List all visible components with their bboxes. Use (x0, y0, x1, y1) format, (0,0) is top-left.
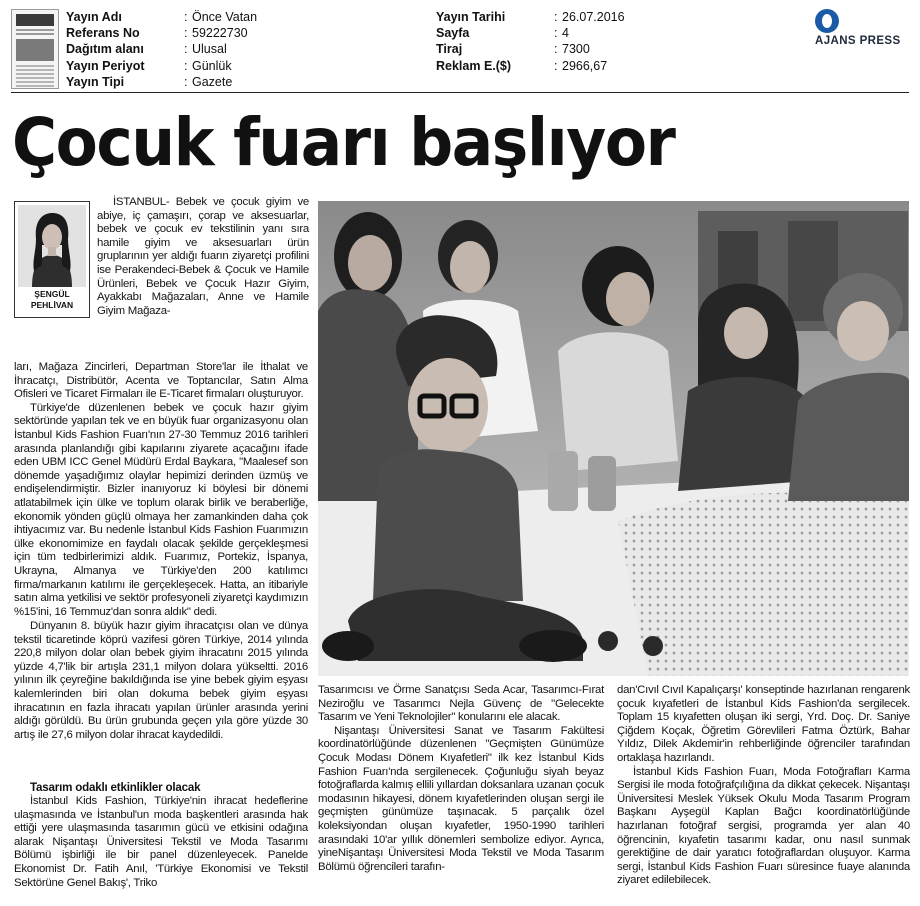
article-paragraph: Nişantaşı Üniversitesi Sanat ve Tasarım Fakültesi koordinatörlüğünde düzenlenen "Geçmişten Günümüze Çocuk Modası Dönem Kıyafetleri" ilk kez İstanbul Kids Fashion Fuarı'nda sergilenecek. Çoğunluğu siyah beyaz fotoğraflarda kalmış ellili yıllardan doksanlara uzanan çocuk modasının hikayesi, dönem kıyafetlerinden oluşan sergi ile geçmişten günümüze taşınacak. 5 parçalık özel koleksiyondan oluşan kıyafetler, 1950-1990 tarihleri arasındaki 10'ar yıllık dönemleri sembolize ediyor. Ayrıca, yineNişantaşı Üniversitesi Moda Tekstil ve Moda Tasarım Bölümü öğrencileri tarafın- (318, 724, 604, 873)
author-last-name: PEHLİVAN (30, 300, 74, 310)
meta-label: Yayın Tipi (66, 74, 125, 89)
meta-value: 26.07.2016 (562, 10, 625, 24)
author-name (15, 289, 89, 311)
author-photo (18, 205, 86, 287)
article-paragraph: ları, Mağaza Zincirleri, Departman Store'lar ile İthalat ve İhracatçı, Distribütör, Acenta ve Toptancılar, Satın Alma Ofisleri ve Ticaret Firmaları ile E-Ticaret firmaları oluşturuyor. (14, 361, 308, 401)
meta-label: Yayın Periyot (66, 58, 145, 73)
meta-row (66, 25, 257, 41)
meta-value: 4 (562, 26, 569, 41)
meta-label: Sayfa (436, 26, 470, 41)
article-paragraph: Türkiye'de düzenlenen bebek ve çocuk hazır giyim sektöründe yapılan tek ve en büyük fuar organizasyonu olan İstanbul Kids Fashion Fuarı'nın 27-30 Temmuz 2016 tarihleri arasında planlandığı gibi kapılarını ziyarete açacağını ifade eden UBM ICC Genel Müdürü Erdal Baykara, "Maalesef son dönemde yaşadığımız olaylar hepimizi derinden üzmüş ve endişelendirmiştir. Bizler inanıyoruz ki böylesi bir dönemi atlatabilmek için ülke ve toplum olarak birlik ve beraberliğe, ekonomik yönden güçlü olmaya her zamankinden daha çok ihtiyacımız var. Bu nedenle İstanbul Kids Fashion Fuarımızın ülke ekonomimize en faydalı olacak şekilde gerçekleşmesi için tüm tedbirlerimizi aldık. Fuarımız, Portekiz, İspanya, Ukrayna, Almanya ve Türkiye'den 200 katılımcı firma/markanın katılımı ile gerçekleşecek. Hatta, an itibariyle satın alma yetkilisi ve sektör profesyoneli ziyaretçi kaydımızın %15'ini, 16 Temmuz'dan sonra aldık" dedi. (14, 401, 308, 618)
meta-separator: : (184, 26, 188, 41)
meta-separator: : (184, 74, 188, 89)
meta-value: Günlük (192, 58, 232, 73)
meta-label: Yayın Adı (66, 10, 122, 24)
meta-row (436, 41, 625, 57)
article-photo (318, 201, 909, 676)
article-column-middle (318, 684, 604, 874)
author-first-name: ŞENGÜL (34, 289, 70, 299)
article-column-left (14, 361, 308, 619)
article-paragraph: İstanbul Kids Fashion, Türkiye'nin ihracat hedeflerine ulaşmasında ve İstanbul'un moda başkentleri arasında hak ettiği yere ulaşmasında tasarımın gücü ve etkisini odağına alarak Nişantaşı Üniversitesi Tekstil ve Moda Tasarımı Bölümü işbirliği ile bir panel düzenleyecek. Panelde Ekonomist Dr. Fatih Anıl, 'Türkiye Ekonomisi ve Tekstil Sektörüne Genel Bakış', Triko (14, 795, 308, 889)
article-column-right (617, 684, 910, 888)
meta-value: 7300 (562, 42, 590, 57)
article-column-left-lower (14, 620, 308, 742)
article-subheading: Tasarım odaklı etkinlikler olacak (30, 781, 201, 794)
logo-text: AJANS PRESS (815, 35, 901, 47)
article-paragraph: İSTANBUL- Bebek ve çocuk giyim ve abiye, iç çamaşırı, çorap ve aksesuarlar, bebek ve çocuk ev tekstilinin yanı sıra hamile giyim ve aksesuarları ürün gruplarının yer aldığı fuarın ziyaretçi profilini ise Perakendeci-Bebek & Çocuk ve Hamile Ürünleri, Bebek ve Çocuk Hazır Giyim, Ayakkabı Mağazaları, Anne ve Hamile Giyim Mağaza- (97, 196, 309, 317)
meta-separator: : (184, 42, 188, 57)
article-column-intro (97, 196, 309, 318)
article-paragraph: Dünyanın 8. büyük hazır giyim ihracatçısı olan ve dünya tekstil ticaretinde köprü vazifesi gören Türkiye, 2014 yılında 220,8 milyon dolar olan bebek giyim ihracatını 2015 yılında yüzde 4,7'lik bir artışla 231,1 milyon dolara yükseltti. 2016 yılının ilk çeyreğine bakıldığında ise yine bebek giyim eşyası kalemlerinden biri olan dokuma bebek giyim eşyası ihracatının en fazla ihracatı yapılan ürünler arasında yerini aldığı görüldü. Bu ürün grubunda geçen yıla göre yüzde 30 artış ile 27,6 milyon dolar ihracat kaydedildi. (14, 620, 308, 741)
meta-row (436, 58, 625, 74)
meta-label: Tiraj (436, 42, 463, 57)
meta-row (66, 74, 257, 90)
meta-value: Gazete (192, 74, 233, 89)
clipping-thumbnail (11, 9, 59, 89)
meta-separator: : (554, 42, 558, 57)
meta-value: 59222730 (192, 26, 248, 41)
meta-separator: : (184, 10, 188, 24)
logo-globe-icon (815, 9, 839, 33)
meta-row (436, 9, 625, 25)
meta-value: Ulusal (192, 42, 227, 57)
header-divider (11, 92, 909, 93)
article-column-left-bottom (14, 795, 308, 890)
meta-value: 2966,67 (562, 58, 608, 73)
article-headline: Çocuk fuarı başlıyor (12, 104, 675, 181)
article-paragraph: Tasarımcısı ve Örme Sanatçısı Seda Acar, Tasarımcı-Fırat Neziroğlu ve Tasarımcı Nejla Güvenç de "Gelecekte Tasarım ve Yeni Teknolojiler" konularını ele alacak. (318, 684, 604, 724)
meta-separator: : (554, 58, 558, 73)
publication-meta-left (66, 9, 257, 90)
publication-meta-right (436, 9, 625, 74)
meta-row (436, 25, 625, 41)
meta-separator: : (554, 10, 558, 24)
meta-value: Önce Vatan (192, 10, 258, 24)
meta-label: Referans No (66, 26, 140, 41)
article-paragraph: dan'Cıvıl Cıvıl Kapalıçarşı' konseptinde hazırlanan rengarenk çocuk kıyafetleri de İstanbul Kids Fashion'da sergilecek. Toplam 15 kıyafetten oluşan iki sergi, Yrd. Doç. Dr. Saniye Çiğdem Koçak, Öğretim Görevlileri Fatma Öztürk, Bahar Yıldız, Dilek Akdemir'in rehberliğinde öğrenciler tarafından ortaklaşa hazırlandı. (617, 684, 910, 764)
meta-row (66, 58, 257, 74)
ajans-press-logo (815, 9, 910, 49)
meta-label: Dağıtım alanı (66, 42, 144, 57)
author-box (14, 201, 90, 318)
meta-row (66, 41, 257, 57)
meta-separator: : (184, 58, 188, 73)
meta-label: Yayın Tarihi (436, 10, 506, 24)
meta-label: Reklam E.($) (436, 58, 512, 73)
article-paragraph: İstanbul Kids Fashion Fuarı, Moda Fotoğrafları Karma Sergisi ile moda fotoğrafçılığına da dikkat çekecek. Nişantaşı Üniversitesi Meslek Yüksek Okulu Moda Tasarım Program Başkanı Ayşegül Kaplan Bağcı koordinatörlüğünde hazırlanan fotoğraf sergisi, programda yer alan 40 öğrencinin, kıyafetin tasarımı kadar, onu nasıl sunmak gerektiğine de dair yaratıcı fotoğraflardan oluşuyor. Karma sergi, İstanbul Kids Fashion Fuarı süresince fuaye alanında ziyaret edilebilecek. (617, 765, 910, 887)
meta-row (66, 9, 257, 25)
meta-separator: : (554, 26, 558, 41)
